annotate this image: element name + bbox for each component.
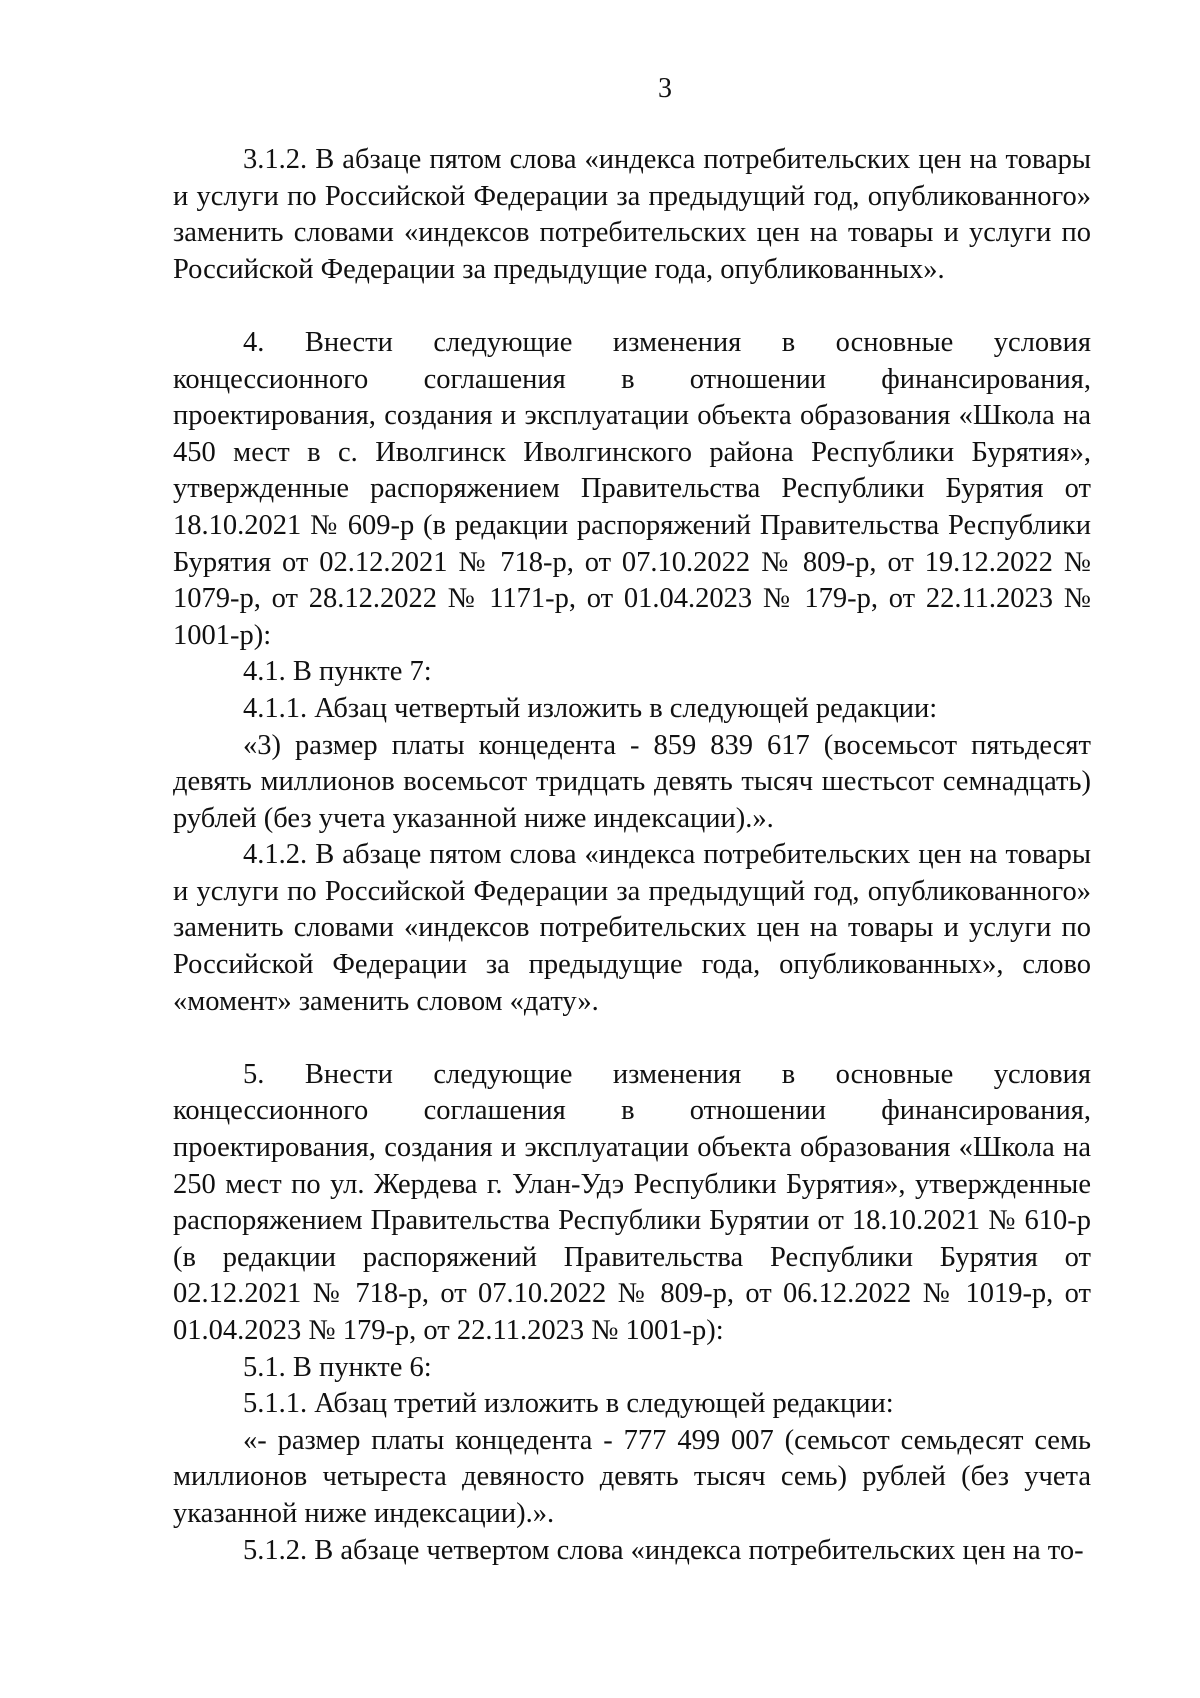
document-body: [173, 142, 1091, 1569]
paragraph-4-1-1: 4.1.1. Абзац четвертый изложить в следующей редакции:: [243, 692, 938, 724]
paragraph-5-1: 5.1. В пункте 6:: [243, 1351, 432, 1383]
paragraph-5-1-2: 5.1.2. В абзаце четвертом слова «индекса потребительских цен на то-: [243, 1534, 1084, 1566]
paragraph-4-1: 4.1. В пункте 7:: [243, 656, 432, 688]
paragraph-4: 4. Внести следующие изменения в основные условия концессионного соглашения в отношении финансирования, проектирования, создания и эксплуатации объекта образования «Школа на 450 мест в с. Иволгинск Иволгинского района Республики Бурятия», утвержденные распоряжением Правительства Республики Бурятия от 18.10.2021 № 609-р (в редакции распоряжений Правительства Республики Бурятия от 02.12.2021 № 718-р, от 07.10.2022 № 809-р, от 19.12.2022 № 1079-р, от 28.12.2022 № 1171-р, от 01.04.2023 № 179-р, от 22.11.2023 № 1001-р):: [173, 326, 1091, 651]
paragraph-4-1-2: 4.1.2. В абзаце пятом слова «индекса потребительских цен на товары и услуги по Российской Федерации за предыдущий год, опубликованного» заменить словами «индексов потребительских цен на товары и услуги по Российской Федерации за предыдущие года, опубликованных», слово «момент» заменить словом «дату».: [173, 839, 1091, 1017]
paragraph-5-1-1: 5.1.1. Абзац третий изложить в следующей редакции:: [243, 1388, 894, 1420]
paragraph-5: 5. Внести следующие изменения в основные условия концессионного соглашения в отношении финансирования, проектирования, создания и эксплуатации объекта образования «Школа на 250 мест по ул. Жердева г. Улан-Удэ Республики Бурятия», утвержденные распоряжением Правительства Республики Бурятии от 18.10.2021 № 610-р (в редакции распоряжений Правительства Республики Бурятия от 02.12.2021 № 718-р, от 07.10.2022 № 809-р, от 06.12.2022 № 1019-р, от 01.04.2023 № 179-р, от 22.11.2023 № 1001-р):: [173, 1058, 1091, 1346]
paragraph-5-1-1-quote: «- размер платы концедента - 777 499 007 (семьсот семьдесят семь миллионов четыреста девяносто девять тысяч семь) рублей (без учета указанной ниже индексации).».: [173, 1424, 1091, 1529]
page-number: 3: [658, 73, 672, 104]
paragraph-3-1-2: 3.1.2. В абзаце пятом слова «индекса потребительских цен на товары и услуги по Российской Федерации за предыдущий год, опубликованного» заменить словами «индексов потребительских цен на товары и услуги по Российской Федерации за предыдущие года, опубликованных».: [173, 144, 1091, 285]
paragraph-4-1-1-quote: «3) размер платы концедента - 859 839 617 (восемьсот пятьдесят девять миллионов восемьсот тридцать девять тысяч шестьсот семнадцать) рублей (без учета указанной ниже индексации).».: [173, 729, 1091, 834]
